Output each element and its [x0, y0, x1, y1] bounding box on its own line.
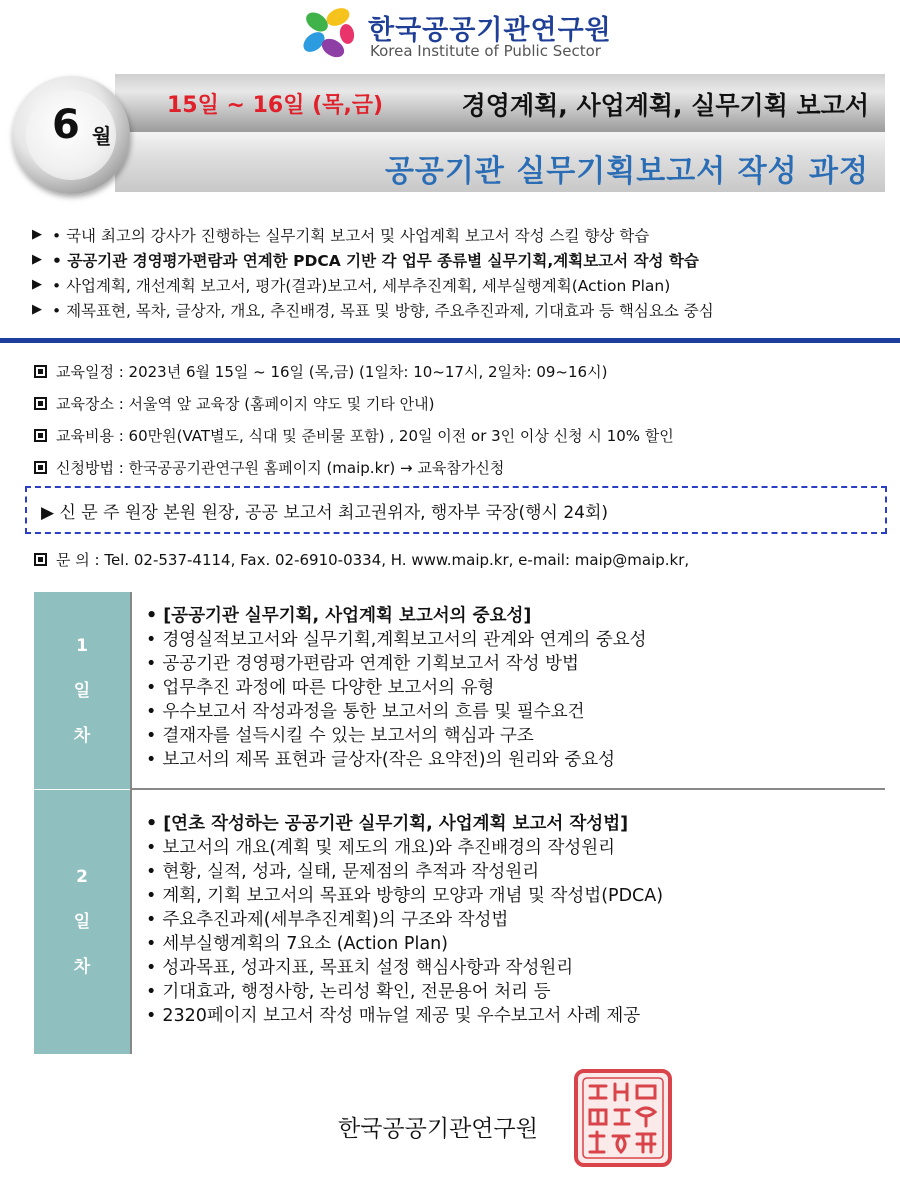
- instructor-text: ▶ 신 문 주 원장 본원 원장, 공공 보고서 최고권위자, 행자부 국장(행시 24회): [41, 502, 609, 523]
- info-fee-text: 교육비용 : 60만원(VAT별도, 식대 및 준비물 포함) , 20일 이전 or 3인 이상 신청 시 10% 할인: [56, 426, 674, 445]
- day-content-2: [130, 790, 885, 1054]
- info-schedule: [34, 355, 894, 387]
- official-seal-stamp: [573, 1068, 673, 1168]
- info-apply-text: 신청방법 : 한국공공기관연구원 홈페이지 (maip.kr) → 교육참가신청: [56, 458, 505, 477]
- list-item: • 우수보고서 작성과정을 통한 보고서의 흐름 및 필수요건: [146, 700, 885, 724]
- feature-item: [32, 297, 892, 322]
- list-item: • 경영실적보고서와 실무기획,계획보고서의 관계와 연계의 중요성: [146, 628, 885, 652]
- list-item: • 2320페이지 보고서 작성 매뉴얼 제공 및 우수보고서 사례 제공: [146, 1004, 885, 1028]
- list-item: • 계획, 기획 보고서의 목표와 방향의 모양과 개념 및 작성법(PDCA): [146, 884, 885, 908]
- info-location: [34, 387, 894, 419]
- triangle-right-icon: ▶: [32, 227, 42, 242]
- month-number: 6: [52, 102, 80, 148]
- info-location-text: 교육장소 : 서울역 앞 교육장 (홈페이지 약도 및 기타 안내): [56, 394, 435, 413]
- course-info: [34, 355, 894, 483]
- list-item: • 보고서의 개요(계획 및 제도의 개요)와 추진배경의 작성원리: [146, 836, 885, 860]
- logo-org-name-en: Korea Institute of Public Sector: [370, 42, 601, 60]
- contact-text: 문 의 : Tel. 02-537-4114, Fax. 02-6910-0334, H. www.maip.kr, e-mail: maip@maip.kr,: [56, 550, 690, 569]
- square-bullet-icon: [34, 365, 47, 378]
- triangle-right-icon: ▶: [32, 252, 42, 267]
- list-item: • 현황, 실적, 성과, 실태, 문제점의 추적과 작성원리: [146, 860, 885, 884]
- month-unit: 월: [92, 124, 112, 148]
- feature-item: [32, 247, 892, 272]
- feature-list: [32, 222, 892, 322]
- logo-org-name: 한국공공기관연구원: [368, 15, 612, 46]
- info-fee: [34, 419, 894, 451]
- list-item: • 결재자를 설득시킬 수 있는 보고서의 핵심과 구조: [146, 724, 885, 748]
- course-title: 공공기관 실무기획보고서 작성 과정: [384, 154, 869, 189]
- feature-text: • 국내 최고의 강사가 진행하는 실무기획 보고서 및 사업계획 보고서 작성 스킬 향상 학습: [52, 226, 650, 245]
- list-item: • 업무추진 과정에 따른 다양한 보고서의 유형: [146, 676, 885, 700]
- org-logo: [300, 4, 620, 64]
- info-apply: [34, 451, 894, 483]
- feature-text: • 사업계획, 개선계획 보고서, 평가(결과)보고서, 세부추진계획, 세부실행계획(Action Plan): [52, 276, 671, 295]
- course-dates: 15일 ~ 16일 (목,금): [167, 93, 384, 118]
- instructor-box: [25, 486, 887, 534]
- section-divider: [0, 338, 900, 343]
- day-label-2: 2 일 차: [34, 790, 130, 1054]
- list-item: • [연초 작성하는 공공기관 실무기획, 사업계획 보고서 작성법]: [146, 812, 885, 836]
- triangle-right-icon: ▶: [32, 302, 42, 317]
- list-item: • 공공기관 경영평가편람과 연계한 기획보고서 작성 방법: [146, 652, 885, 676]
- list-item: • 세부실행계획의 7요소 (Action Plan): [146, 932, 885, 956]
- feature-item: [32, 272, 892, 297]
- day-label-1: 1 일 차: [34, 592, 130, 790]
- list-item: • 성과목표, 성과지표, 목표치 설정 핵심사항과 작성원리: [146, 956, 885, 980]
- feature-text: • 공공기관 경영평가편람과 연계한 PDCA 기반 각 업무 종류별 실무기획,계획보고서 작성 학습: [52, 251, 699, 270]
- footer-org-name: 한국공공기관연구원: [338, 1116, 538, 1142]
- feature-text: • 제목표현, 목차, 글상자, 개요, 추진배경, 목표 및 방향, 주요추진과제, 기대효과 등 핵심요소 중심: [52, 301, 714, 320]
- square-bullet-icon: [34, 461, 47, 474]
- square-bullet-icon: [34, 397, 47, 410]
- title-banner: [115, 74, 885, 192]
- list-item: • [공공기관 실무기획, 사업계획 보고서의 중요성]: [146, 604, 885, 628]
- feature-item: [32, 222, 892, 247]
- square-bullet-icon: [34, 429, 47, 442]
- list-item: • 보고서의 제목 표현과 글상자(작은 요약전)의 원리와 중요성: [146, 748, 885, 772]
- list-item: • 기대효과, 행정사항, 논리성 확인, 전문용어 처리 등: [146, 980, 885, 1004]
- course-subtitle: 경영계획, 사업계획, 실무기획 보고서: [461, 91, 869, 120]
- day-content-1: [130, 592, 885, 790]
- square-bullet-icon: [34, 553, 47, 566]
- triangle-right-icon: ▶: [32, 277, 42, 292]
- info-schedule-text: 교육일정 : 2023년 6월 15일 ~ 16일 (목,금) (1일차: 10~17시, 2일차: 09~16시): [56, 362, 608, 381]
- logo-petals-icon: [300, 4, 360, 64]
- curriculum-table: [34, 592, 885, 1054]
- contact-info: [34, 544, 689, 574]
- list-item: • 주요추진과제(세부추진계획)의 구조와 작성법: [146, 908, 885, 932]
